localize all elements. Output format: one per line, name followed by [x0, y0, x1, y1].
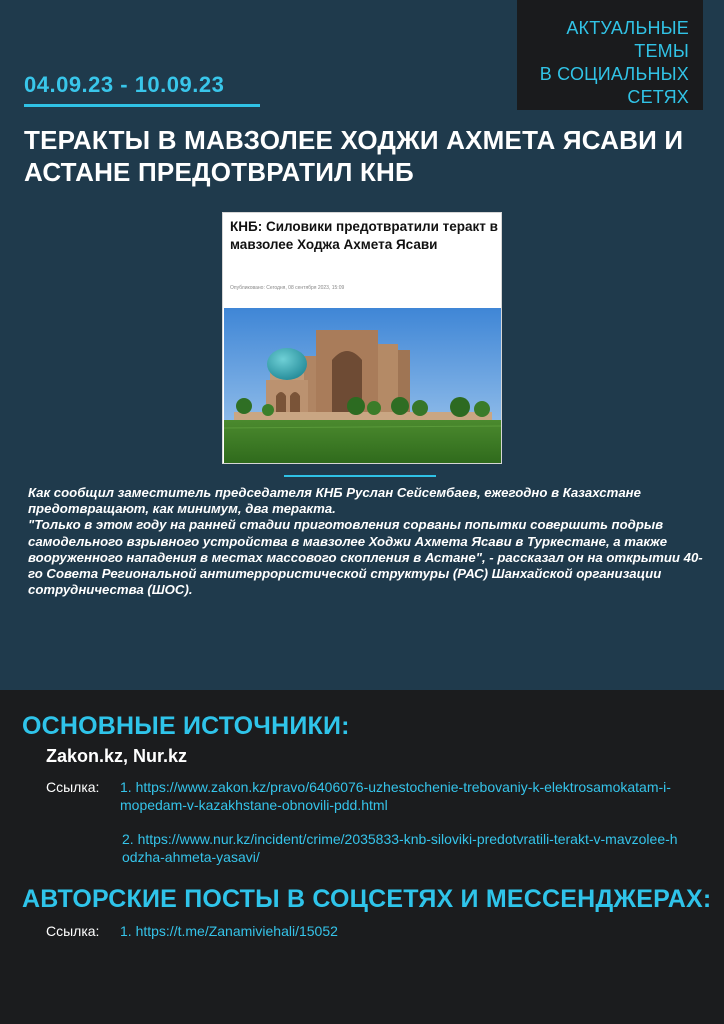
date-range: 04.09.23 - 10.09.23 [24, 72, 225, 97]
author-posts-heading: АВТОРСКИЕ ПОСТЫ В СОЦСЕТЯХ И МЕССЕНДЖЕРАХ: [22, 885, 712, 913]
source-link-nur[interactable]: 2. https://www.nur.kz/incident/crime/2035833-knb-siloviki-predotvratili-terakt-v-mavzolee-hodzha-ahmeta-yasavi/ [122, 831, 678, 865]
topic-line-2: В СОЦИАЛЬНЫХ [539, 64, 689, 84]
news-screenshot-card [222, 212, 502, 464]
news-title: КНБ: Силовики предотвратили теракт в мавзолее Ходжа Ахмета Ясави [230, 219, 498, 252]
sources-heading: ОСНОВНЫЕ ИСТОЧНИКИ: [22, 712, 350, 740]
topic-badge [517, 0, 703, 110]
sources-link-label: Ссылка: [46, 779, 100, 795]
section-divider [284, 475, 436, 477]
mausoleum-photo [224, 308, 502, 464]
author-link-label: Ссылка: [46, 923, 100, 939]
article-paragraph: Как сообщил заместитель председателя КНБ Руслан Сейсембаев, ежегодно в Казахстане предотвращают, как минимум, два теракта. "Только в этом году на ранней стадии приготовления сорваны попытки совершить подрыв самодельного взрывного устройства в мавзолее Ходжи Ахмета Ясави в Туркестане, а также вооруженного нападения в местах массового скопления в Астане", - рассказал он на открытии 40-го Совета Региональной антитеррористической структуры (РАС) Шанхайской организации сотрудничества (ШОС). [28, 485, 703, 598]
source-names: Zakon.kz, Nur.kz [46, 746, 188, 766]
source-link-zakon[interactable]: 1. https://www.zakon.kz/pravo/6406076-uzhestochenie-trebovaniy-k-elektrosamokatam-i-mopedam-v-kazakhstane-obnovili-pdd.html [120, 779, 671, 813]
news-meta: Опубликовано: Сегодня, 08 сентября 2023, 15:09 [230, 285, 345, 291]
author-link-telegram[interactable]: 1. https://t.me/Zanamiviehali/15052 [120, 923, 338, 939]
topic-line-3: СЕТЯХ [627, 87, 689, 107]
topic-line-1: АКТУАЛЬНЫЕ ТЕМЫ [566, 18, 689, 61]
date-underline [24, 104, 260, 107]
article-body [28, 485, 712, 598]
headline: ТЕРАКТЫ В МАВЗОЛЕЕ ХОДЖИ АХМЕТА ЯСАВИ И АСТАНЕ ПРЕДОТВРАТИЛ КНБ [24, 125, 684, 187]
